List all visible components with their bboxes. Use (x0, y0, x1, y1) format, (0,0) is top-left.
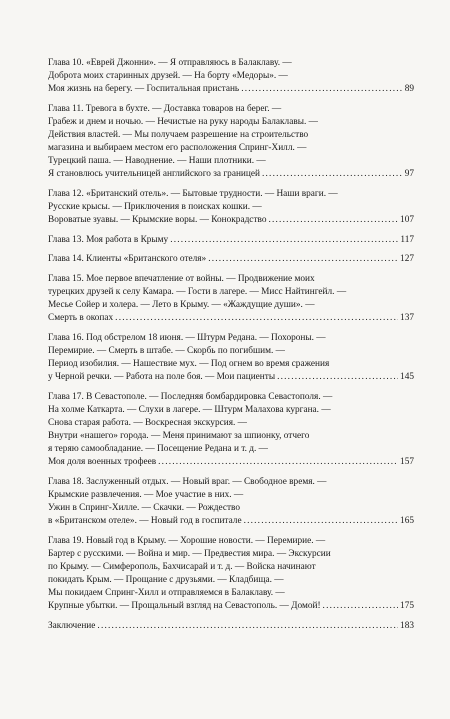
toc-entry-text: у Черной речки. — Работа на поле боя. — Мои пациенты (48, 371, 276, 382)
dot-leader (208, 253, 398, 266)
page-number: 137 (400, 313, 414, 324)
page-number: 89 (404, 84, 414, 95)
toc-entry-line: Период изобилия. — Нашествие мух. — Под огнем во время сражения (48, 358, 330, 369)
toc-entry (48, 253, 414, 266)
toc-entry-last-line (48, 371, 414, 384)
toc-entry-line: Глава 10. «Еврей Джонни». — Я отправляюсь в Балаклаву. — (48, 58, 292, 68)
toc-entry-last-line (48, 168, 414, 181)
toc-entry-line: Месье Сойер и холера. — Лето в Крыму. — «Жаждущие души». — (48, 300, 315, 310)
toc-entry-last-line (48, 515, 414, 528)
toc-entry-text: Я становлюсь учительницей английского за границей (48, 169, 260, 180)
toc-entry-line: Грабеж и днем и ночью. — Нечистые на руку народы Балаклавы. — (48, 116, 318, 127)
toc-entry-line: Турецкий паша. — Наводнение. — Наши плотники. — (48, 156, 266, 167)
dot-leader (170, 234, 398, 247)
toc-entry-line: магазина и выбираем местом его расположения Спринг-Хилл. — (48, 143, 307, 154)
toc-entry (48, 476, 414, 528)
toc-entry (48, 57, 414, 96)
toc-entry-text: Вороватые зуавы. — Крымские воры. — Конокрадство (48, 215, 267, 226)
toc-entry-line: по Крыму. — Симферополь, Бахчисарай и т. д. — Войска начинают (48, 561, 316, 572)
toc-entry-last-line (48, 312, 414, 325)
toc-entry-last-line (48, 620, 414, 633)
toc-entry-line: На холме Каткарта. — Слухи в лагере. — Штурм Малахова кургана. — (48, 404, 331, 415)
toc-entry-last-line (48, 600, 414, 613)
toc-entry-text: Глава 14. Клиенты «Британского отеля» (48, 254, 207, 265)
page-number: 107 (400, 215, 414, 226)
toc-entry-text: в «Британском отеле». — Новый год в госпитале (48, 515, 242, 526)
toc-entry (48, 103, 414, 182)
page-number: 97 (404, 169, 414, 180)
toc-entry-last-line (48, 214, 414, 227)
toc-entry-last-line (48, 83, 414, 96)
dot-leader (115, 312, 398, 325)
toc-entry-line: Снова старая работа. — Воскресная экскурсия. — (48, 417, 247, 428)
table-of-contents (48, 57, 414, 633)
toc-entry-line: Глава 16. Под обстрелом 18 июня. — Штурм Редана. — Похороны. — (48, 332, 326, 343)
dot-leader (97, 620, 398, 633)
toc-entry-line: Доброта моих старинных друзей. — На борту «Медоры». — (48, 71, 288, 82)
toc-entry-line: Глава 15. Мое первое впечатление от войны. — Продвижение моих (48, 273, 315, 284)
dot-leader (244, 515, 398, 528)
toc-entry (48, 535, 414, 614)
dot-leader (241, 83, 403, 96)
toc-entry-line: Глава 18. Заслуженный отдых. — Новый враг. — Свободное время. — (48, 476, 327, 487)
dot-leader (268, 214, 398, 227)
page-number: 145 (400, 371, 414, 382)
toc-entry-line: Действия властей. — Мы получаем разрешение на строительство (48, 129, 309, 140)
toc-entry-line: покидать Крым. — Прощание с друзьями. — Кладбища. — (48, 574, 284, 585)
page-number: 117 (400, 234, 414, 245)
toc-entry-line: Глава 11. Тревога в бухте. — Доставка товаров на берег. — (48, 103, 282, 114)
toc-entry (48, 188, 414, 227)
toc-entry (48, 273, 414, 325)
toc-entry-text: Моя доля военных трофеев (48, 457, 157, 468)
toc-entry-line: Русские крысы. — Приключения в поисках кошки. — (48, 201, 262, 212)
page-number: 175 (400, 600, 414, 611)
toc-entry-line: Крымские развлечения. — Мое участие в них. — (48, 489, 244, 500)
toc-entry (48, 391, 414, 470)
toc-entry-line: Внутри «нашего» города. — Меня принимают за шпионку, отчего (48, 430, 310, 441)
dot-leader (277, 371, 398, 384)
toc-entry-last-line (48, 234, 414, 247)
toc-entry (48, 620, 414, 633)
toc-entry-line: Глава 17. В Севастополе. — Последняя бомбардировка Севастополя. — (48, 391, 333, 402)
page-number: 157 (400, 457, 414, 468)
toc-entry-last-line (48, 253, 414, 266)
toc-entry (48, 234, 414, 247)
toc-entry-text: Моя жизнь на берегу. — Госпитальная пристань (48, 84, 240, 95)
toc-entry-line: Мы покидаем Спринг-Хилл и отправляемся в Балаклаву. — (48, 587, 285, 598)
toc-entry-line: Бартер с русскими. — Война и мир. — Предвестия мира. — Экскурсии (48, 548, 331, 559)
toc-entry-text: Заключение (48, 620, 96, 631)
toc-entry (48, 332, 414, 384)
toc-entry-line: Ужин в Спринг-Хилле. — Скачки. — Рождество (48, 502, 241, 513)
toc-entry-line: Глава 12. «Британский отель». — Бытовые трудности. — Наши враги. — (48, 188, 338, 199)
toc-entry-last-line (48, 456, 414, 469)
toc-entry-line: я теряю самообладание. — Посещение Редана и т. д. — (48, 443, 268, 454)
toc-entry-text: Смерть в окопах (48, 313, 114, 324)
page-number: 127 (400, 254, 414, 265)
dot-leader (158, 456, 398, 469)
page-number: 165 (400, 515, 414, 526)
dot-leader (262, 168, 403, 181)
toc-entry-line: Перемирие. — Смерть в штабе. — Скорбь по погибшим. — (48, 345, 285, 356)
toc-entry-line: Глава 19. Новый год в Крыму. — Хорошие новости. — Перемирие. — (48, 535, 326, 546)
dot-leader (323, 600, 399, 613)
toc-entry-text: Крупные убытки. — Прощальный взгляд на Севастополь. — Домой! (48, 600, 321, 611)
toc-entry-text: Глава 13. Моя работа в Крыму (48, 234, 169, 245)
toc-entry-line: турецких друзей к селу Камара. — Гости в лагере. — Мисс Найтингейл. — (48, 286, 347, 297)
page-number: 183 (400, 620, 414, 631)
